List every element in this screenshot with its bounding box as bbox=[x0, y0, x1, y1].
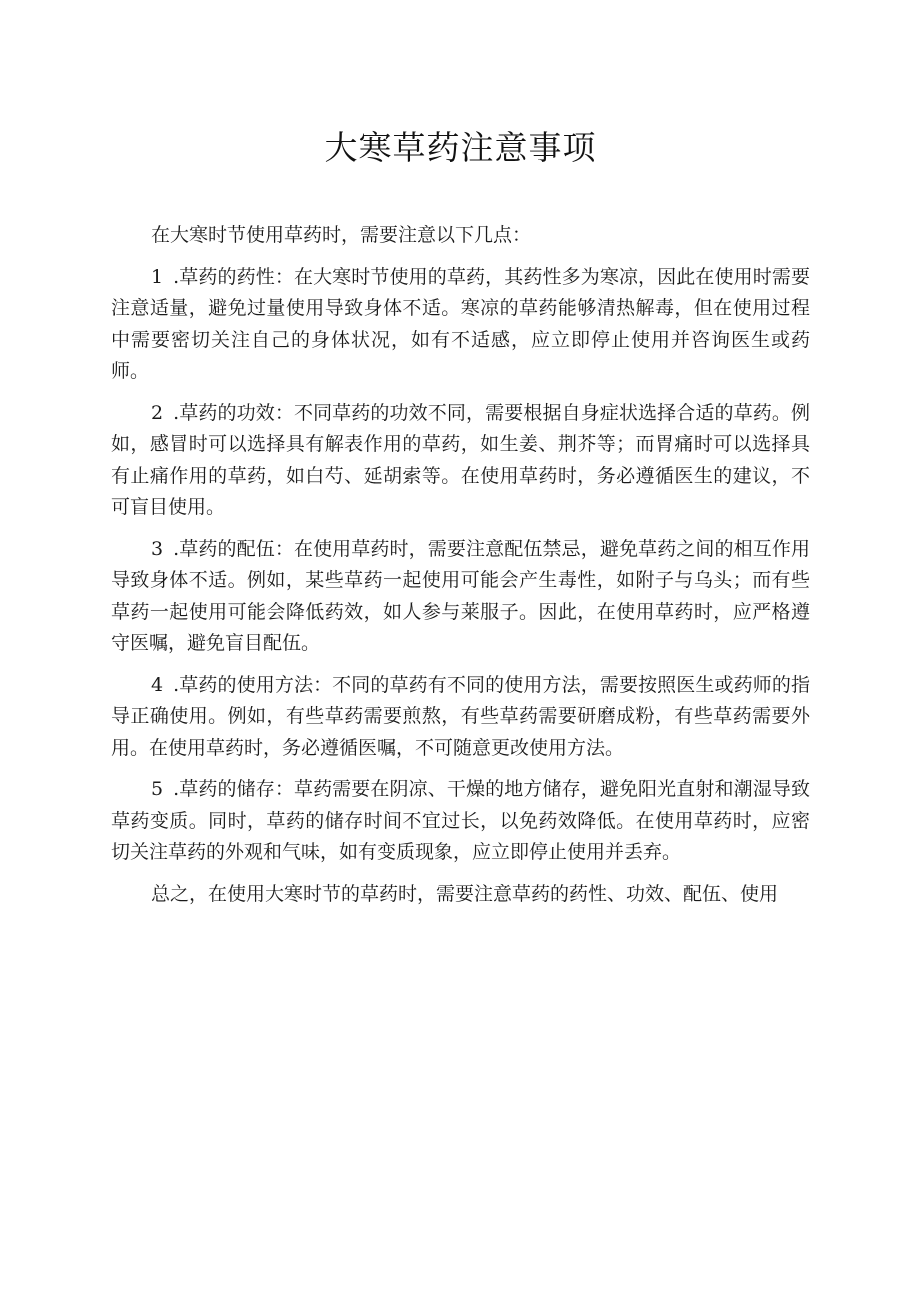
item-text: .草药的储存：草药需要在阴凉、干燥的地方储存，避免阳光直射和潮湿导致草药变质。同时，草药的储存时间不宜过长，以免药效降低。在使用草药时，应密切关注草药的外观和气味，如有变质现象，应立即停止使用并丢弃。 bbox=[111, 778, 810, 863]
page-title: 大寒草药注意事项 bbox=[324, 128, 597, 167]
intro-paragraph: 在大寒时节使用草药时，需要注意以下几点： bbox=[151, 224, 532, 246]
list-item-2 bbox=[111, 398, 810, 524]
item-text: .草药的功效：不同草药的功效不同，需要根据自身症状选择合适的草药。例如，感冒时可以选择具有解表作用的草药，如生姜、荆芥等；而胃痛时可以选择具有止痛作用的草药，如白芍、延胡索等。在使用草药时，务必遵循医生的建议，不可盲目使用。 bbox=[111, 401, 810, 518]
item-number: 1 bbox=[151, 265, 164, 288]
list-item-4 bbox=[111, 670, 810, 765]
item-number: 2 bbox=[151, 401, 164, 424]
item-text: .草药的配伍：在使用草药时，需要注意配伍禁忌，避免草药之间的相互作用导致身体不适。例如，某些草药一起使用可能会产生毒性，如附子与乌头；而有些草药一起使用可能会降低药效，如人参与莱服子。因此，在使用草药时，应严格遵守医嘱，避免盲目配伍。 bbox=[111, 537, 810, 654]
list-item-5 bbox=[111, 774, 810, 869]
item-number: 3 bbox=[151, 537, 164, 560]
item-text: .草药的使用方法：不同的草药有不同的使用方法，需要按照医生或药师的指导正确使用。例如，有些草药需要煎熬，有些草药需要研磨成粉，有些草药需要外用。在使用草药时，务必遵循医嘱，不可随意更改使用方法。 bbox=[111, 673, 810, 759]
list-item-3 bbox=[111, 534, 810, 660]
item-number: 5 bbox=[151, 778, 164, 800]
summary-paragraph: 总之，在使用大寒时节的草药时，需要注意草药的药性、功效、配伍、使用 bbox=[151, 882, 779, 905]
item-number: 4 bbox=[151, 673, 164, 696]
list-item-1 bbox=[111, 262, 810, 388]
item-text: .草药的药性：在大寒时节使用的草药，其药性多为寒凉，因此在使用时需要注意适量，避免过量使用导致身体不适。寒凉的草药能够清热解毒，但在使用过程中需要密切关注自己的身体状况，如有不适感，应立即停止使用并咨询医生或药师。 bbox=[111, 265, 810, 382]
